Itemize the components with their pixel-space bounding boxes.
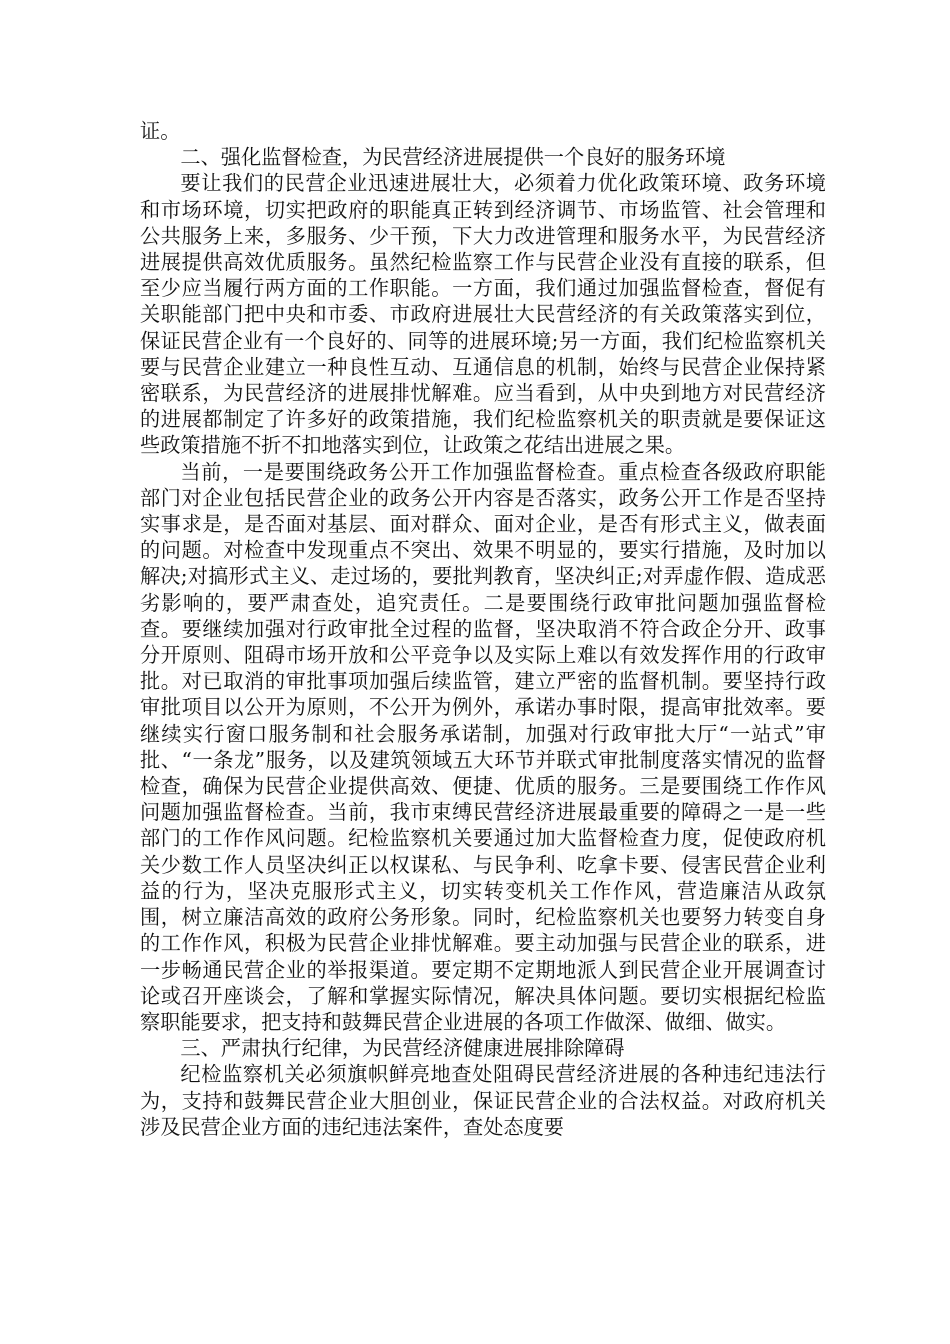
body-paragraph: 当前，一是要围绕政务公开工作加强监督检查。重点检查各级政府职能部门对企业包括民营企业的政务公开内容是否落实，政务公开工作是否坚持实事求是，是否面对基层、面对群众、面对企业，是否有形式主义，做表面的问题。对检查中发现重点不突出、效果不明显的，要实行措施，及时加以解决;对搞形式主义、走过场的，要批判教育，坚决纠正;对弄虚作假、造成恶劣影响的，要严肃查处，追究责任。二是要围绕行政审批问题加强监督检查。要继续加强对行政审批全过程的监督，坚决取消不符合政企分开、政事分开原则、阻碍市场开放和公平竞争以及实际上难以有效发挥作用的行政审批。对已取消的审批事项加强后续监管，建立严密的监督机制。要坚持行政审批项目以公开为原则，不公开为例外，承诺办事时限，提高审批效率。要继续实行窗口服务制和社会服务承诺制，加强对行政审批大厅“一站式”审批、“一条龙”服务，以及建筑领域五大环节并联式审批制度落实情况的监督检查，确保为民营企业提供高效、便捷、优质的服务。三是要围绕工作作风问题加强监督检查。当前，我市束缚民营经济进展最重要的障碍之一是一些部门的工作作风问题。纪检监察机关要通过加大监督检查力度，促使政府机关少数工作人员坚决纠正以权谋私、与民争利、吃拿卡要、侵害民营企业利益的行为，坚决克服形式主义，切实转变机关工作作风，营造廉洁从政氛围，树立廉洁高效的政府公务形象。同时，纪检监察机关也要努力转变自身的工作作风，积极为民营企业排忧解难。要主动加强与民营企业的联系，进一步畅通民营企业的举报渠道。要定期不定期地派人到民营企业开展调查讨论或召开座谈会，了解和掌握实际情况，解决具体问题。要切实根据纪检监察职能要求，把支持和鼓舞民营企业进展的各项工作做深、做细、做实。	[140, 459, 826, 1034]
document-page	[140, 118, 826, 1140]
body-paragraph: 要让我们的民营企业迅速进展壮大，必须着力优化政策环境、政务环境和市场环境，切实把政府的职能真正转到经济调节、市场监管、社会管理和公共服务上来，多服务、少干预，下大力改进管理和服务水平，为民营经济进展提供高效优质服务。虽然纪检监察工作与民营企业没有直接的联系，但至少应当履行两方面的工作职能。一方面，我们通过加强监督检查，督促有关职能部门把中央和市委、市政府进展壮大民营经济的有关政策落实到位，保证民营企业有一个良好的、同等的进展环境;另一方面，我们纪检监察机关要与民营企业建立一种良性互动、互通信息的机制，始终与民营企业保持紧密联系，为民营经济的进展排忧解难。应当看到，从中央到地方对民营经济的进展都制定了许多好的政策措施，我们纪检监察机关的职责就是要保证这些政策措施不折不扣地落实到位，让政策之花结出进展之果。	[140, 171, 826, 458]
body-paragraph: 纪检监察机关必须旗帜鲜亮地查处阻碍民营经济进展的各种违纪违法行为，支持和鼓舞民营企业大胆创业，保证民营企业的合法权益。对政府机关涉及民营企业方面的违纪违法案件，查处态度要	[140, 1062, 826, 1139]
section-heading-2: 二、强化监督检查，为民营经济进展提供一个良好的服务环境	[180, 145, 726, 170]
paragraph-continuation: 证。	[140, 119, 181, 143]
section-heading-3: 三、严肃执行纪律，为民营经济健康进展排除障碍	[180, 1036, 625, 1061]
